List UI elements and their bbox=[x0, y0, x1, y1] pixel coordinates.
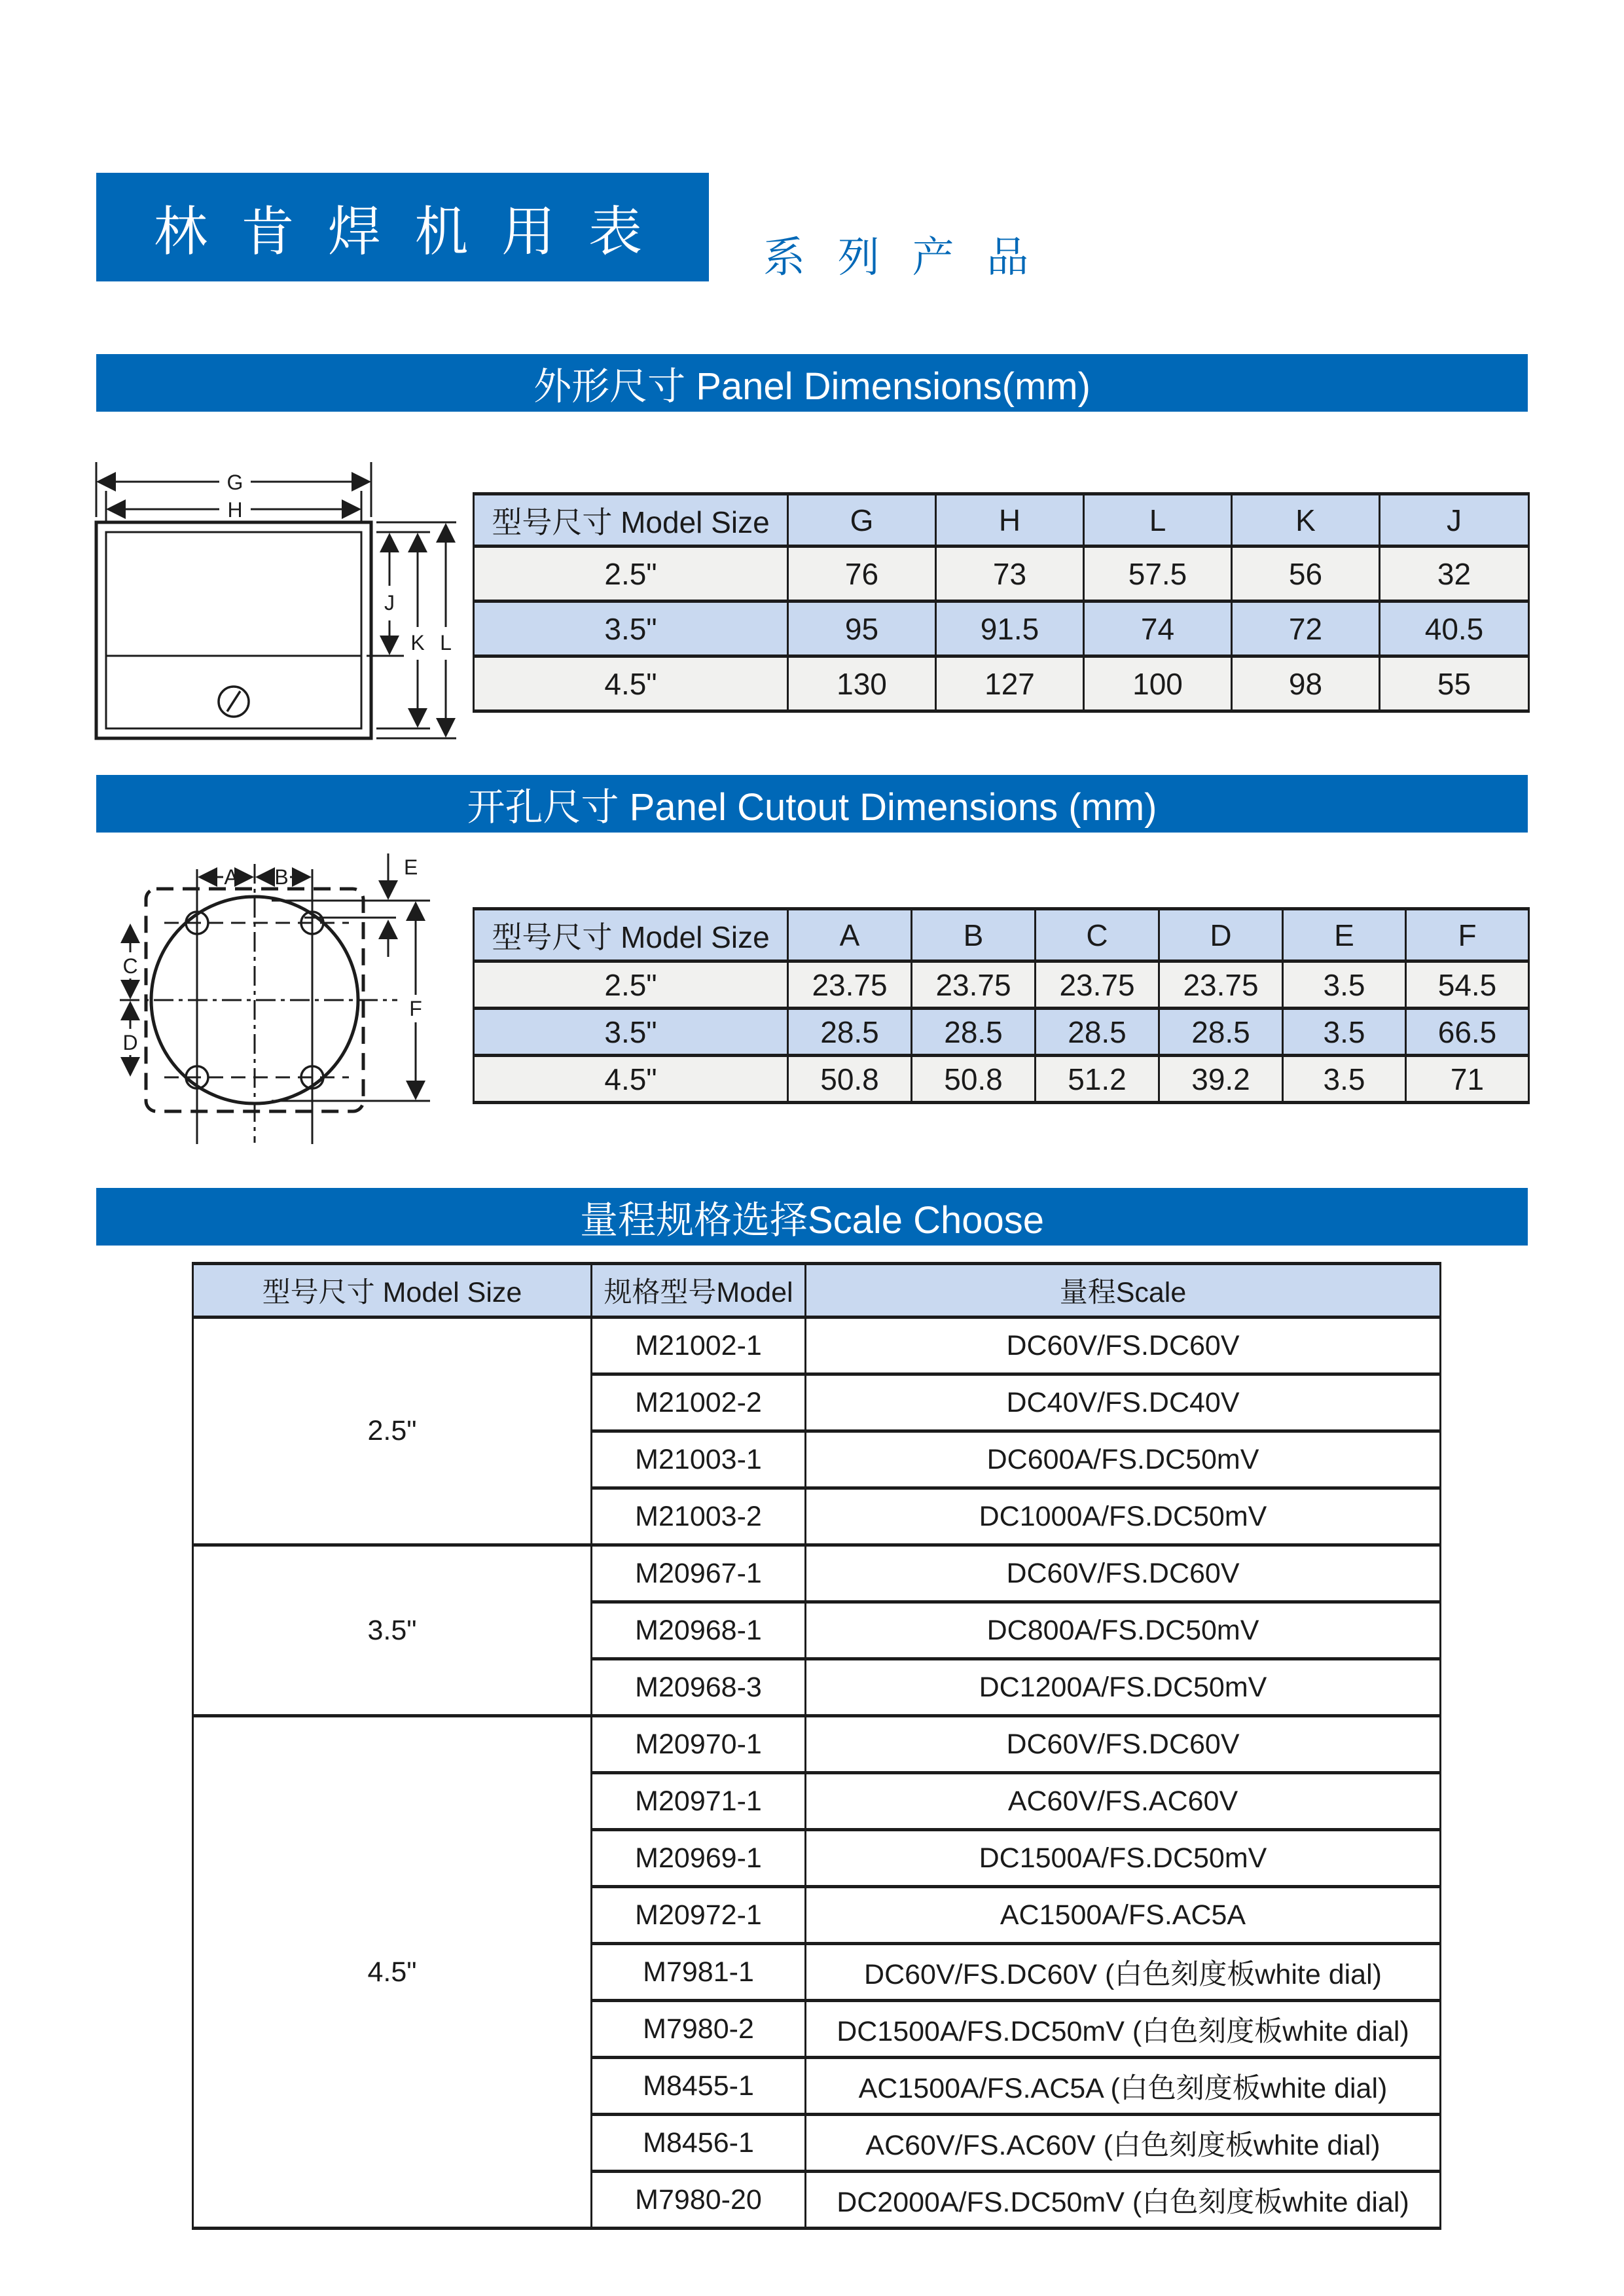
scale-cell: DC2000A/FS.DC50mV (白色刻度板white dial) bbox=[806, 2172, 1441, 2229]
dim-label-J: J bbox=[384, 591, 395, 615]
table-row bbox=[474, 1056, 1529, 1103]
dim-label-C: C bbox=[122, 954, 138, 978]
scale-cell: AC1500A/FS.AC5A (白色刻度板white dial) bbox=[806, 2058, 1441, 2115]
value-cell: 95 bbox=[788, 601, 936, 656]
value-cell: 50.8 bbox=[788, 1056, 912, 1103]
brand-title: 林 肯 焊 机 用 表 bbox=[154, 202, 651, 262]
scale-cell: DC800A/FS.DC50mV bbox=[806, 1602, 1441, 1659]
scale-cell: AC1500A/FS.AC5A bbox=[806, 1887, 1441, 1944]
column-header: 型号尺寸 Model Size bbox=[474, 909, 788, 961]
dim-label-L: L bbox=[440, 631, 452, 655]
column-header: H bbox=[936, 494, 1084, 547]
value-cell: 98 bbox=[1232, 656, 1380, 711]
model-cell: M8455-1 bbox=[592, 2058, 806, 2115]
model-size-cell: 3.5" bbox=[474, 1009, 788, 1056]
model-size-cell: 4.5" bbox=[474, 656, 788, 711]
value-cell: 40.5 bbox=[1380, 601, 1529, 656]
model-cell: M20971-1 bbox=[592, 1773, 806, 1830]
model-size-cell: 3.5" bbox=[193, 1545, 592, 1716]
value-cell: 51.2 bbox=[1036, 1056, 1159, 1103]
dim-label-E: E bbox=[404, 855, 418, 879]
section-bar-panel-dimensions: 外形尺寸 Panel Dimensions(mm) bbox=[96, 354, 1528, 412]
value-cell: 3.5 bbox=[1283, 1056, 1406, 1103]
model-size-cell: 2.5" bbox=[193, 1318, 592, 1545]
column-header: K bbox=[1232, 494, 1380, 547]
value-cell: 3.5 bbox=[1283, 1009, 1406, 1056]
dim-label-F: F bbox=[409, 997, 422, 1020]
column-header: 型号尺寸 Model Size bbox=[474, 494, 788, 547]
value-cell: 3.5 bbox=[1283, 961, 1406, 1009]
panel-dimensions-diagram bbox=[88, 452, 461, 746]
scale-cell: AC60V/FS.AC60V (白色刻度板white dial) bbox=[806, 2115, 1441, 2172]
value-cell: 100 bbox=[1084, 656, 1232, 711]
model-cell: M21002-1 bbox=[592, 1318, 806, 1374]
model-cell: M21003-2 bbox=[592, 1488, 806, 1545]
model-size-cell: 2.5" bbox=[474, 547, 788, 601]
scale-cell: DC60V/FS.DC60V bbox=[806, 1318, 1441, 1374]
scale-cell: DC60V/FS.DC60V bbox=[806, 1545, 1441, 1602]
value-cell: 23.75 bbox=[1159, 961, 1283, 1009]
value-cell: 73 bbox=[936, 547, 1084, 601]
value-cell: 23.75 bbox=[912, 961, 1036, 1009]
column-header: A bbox=[788, 909, 912, 961]
cutout-dimensions-table bbox=[473, 907, 1530, 1104]
model-size-cell: 3.5" bbox=[474, 601, 788, 656]
dim-label-A: A bbox=[224, 865, 238, 889]
value-cell: 28.5 bbox=[1159, 1009, 1283, 1056]
scale-cell: AC60V/FS.AC60V bbox=[806, 1773, 1441, 1830]
scale-cell: DC40V/FS.DC40V bbox=[806, 1374, 1441, 1431]
section-bar-cutout-dimensions: 开孔尺寸 Panel Cutout Dimensions (mm) bbox=[96, 775, 1528, 833]
column-header: C bbox=[1036, 909, 1159, 961]
column-header: E bbox=[1283, 909, 1406, 961]
value-cell: 130 bbox=[788, 656, 936, 711]
value-cell: 23.75 bbox=[1036, 961, 1159, 1009]
model-cell: M21002-2 bbox=[592, 1374, 806, 1431]
screw-slot bbox=[227, 691, 240, 711]
model-cell: M7981-1 bbox=[592, 1944, 806, 2001]
column-header: 规格型号Model bbox=[592, 1264, 806, 1318]
brand-series-label: 系 列 产 品 bbox=[763, 234, 1039, 281]
table-row bbox=[193, 1545, 1441, 1602]
value-cell: 76 bbox=[788, 547, 936, 601]
value-cell: 28.5 bbox=[788, 1009, 912, 1056]
dim-label-H: H bbox=[227, 498, 243, 522]
scale-cell: DC60V/FS.DC60V bbox=[806, 1716, 1441, 1773]
table-row bbox=[193, 1716, 1441, 1773]
meter-outer-frame bbox=[96, 522, 371, 738]
column-header: G bbox=[788, 494, 936, 547]
table-row bbox=[474, 547, 1529, 601]
meter-inner-frame bbox=[106, 532, 361, 728]
panel-dimensions-table bbox=[473, 492, 1530, 713]
value-cell: 57.5 bbox=[1084, 547, 1232, 601]
value-cell: 50.8 bbox=[912, 1056, 1036, 1103]
value-cell: 74 bbox=[1084, 601, 1232, 656]
value-cell: 32 bbox=[1380, 547, 1529, 601]
model-cell: M20972-1 bbox=[592, 1887, 806, 1944]
value-cell: 72 bbox=[1232, 601, 1380, 656]
header-row bbox=[474, 909, 1529, 961]
dim-label-D: D bbox=[122, 1031, 138, 1054]
model-size-cell: 2.5" bbox=[474, 961, 788, 1009]
column-header: 量程Scale bbox=[806, 1264, 1441, 1318]
model-cell: M21003-1 bbox=[592, 1431, 806, 1488]
model-size-cell: 4.5" bbox=[474, 1056, 788, 1103]
header-row bbox=[193, 1264, 1441, 1318]
table-row bbox=[474, 961, 1529, 1009]
value-cell: 23.75 bbox=[788, 961, 912, 1009]
column-header: 型号尺寸 Model Size bbox=[193, 1264, 592, 1318]
cutout-dimensions-diagram bbox=[108, 844, 455, 1152]
table-row bbox=[474, 601, 1529, 656]
scale-cell: DC1500A/FS.DC50mV (白色刻度板white dial) bbox=[806, 2001, 1441, 2058]
dim-label-G: G bbox=[226, 471, 244, 494]
brand-banner bbox=[96, 173, 709, 281]
table-row bbox=[474, 1009, 1529, 1056]
scale-cell: DC600A/FS.DC50mV bbox=[806, 1431, 1441, 1488]
column-header: J bbox=[1380, 494, 1529, 547]
model-cell: M20969-1 bbox=[592, 1830, 806, 1887]
model-cell: M8456-1 bbox=[592, 2115, 806, 2172]
model-cell: M20968-3 bbox=[592, 1659, 806, 1716]
model-cell: M20968-1 bbox=[592, 1602, 806, 1659]
column-header: D bbox=[1159, 909, 1283, 961]
column-header: F bbox=[1406, 909, 1529, 961]
value-cell: 127 bbox=[936, 656, 1084, 711]
model-size-cell: 4.5" bbox=[193, 1716, 592, 2229]
model-cell: M20970-1 bbox=[592, 1716, 806, 1773]
value-cell: 28.5 bbox=[1036, 1009, 1159, 1056]
scale-cell: DC1500A/FS.DC50mV bbox=[806, 1830, 1441, 1887]
value-cell: 28.5 bbox=[912, 1009, 1036, 1056]
value-cell: 66.5 bbox=[1406, 1009, 1529, 1056]
column-header: B bbox=[912, 909, 1036, 961]
section-bar-scale-choose: 量程规格选择Scale Choose bbox=[96, 1188, 1528, 1246]
value-cell: 55 bbox=[1380, 656, 1529, 711]
scale-cell: DC1000A/FS.DC50mV bbox=[806, 1488, 1441, 1545]
scale-cell: DC60V/FS.DC60V (白色刻度板white dial) bbox=[806, 1944, 1441, 2001]
dim-label-K: K bbox=[410, 631, 425, 655]
value-cell: 91.5 bbox=[936, 601, 1084, 656]
header-row bbox=[474, 494, 1529, 547]
model-cell: M7980-20 bbox=[592, 2172, 806, 2229]
dim-label-B: B bbox=[274, 865, 289, 889]
value-cell: 39.2 bbox=[1159, 1056, 1283, 1103]
model-cell: M20967-1 bbox=[592, 1545, 806, 1602]
value-cell: 54.5 bbox=[1406, 961, 1529, 1009]
value-cell: 56 bbox=[1232, 547, 1380, 601]
scale-choose-table bbox=[192, 1262, 1441, 2230]
column-header: L bbox=[1084, 494, 1232, 547]
model-cell: M7980-2 bbox=[592, 2001, 806, 2058]
table-row bbox=[474, 656, 1529, 711]
value-cell: 71 bbox=[1406, 1056, 1529, 1103]
scale-cell: DC1200A/FS.DC50mV bbox=[806, 1659, 1441, 1716]
table-row bbox=[193, 1318, 1441, 1374]
